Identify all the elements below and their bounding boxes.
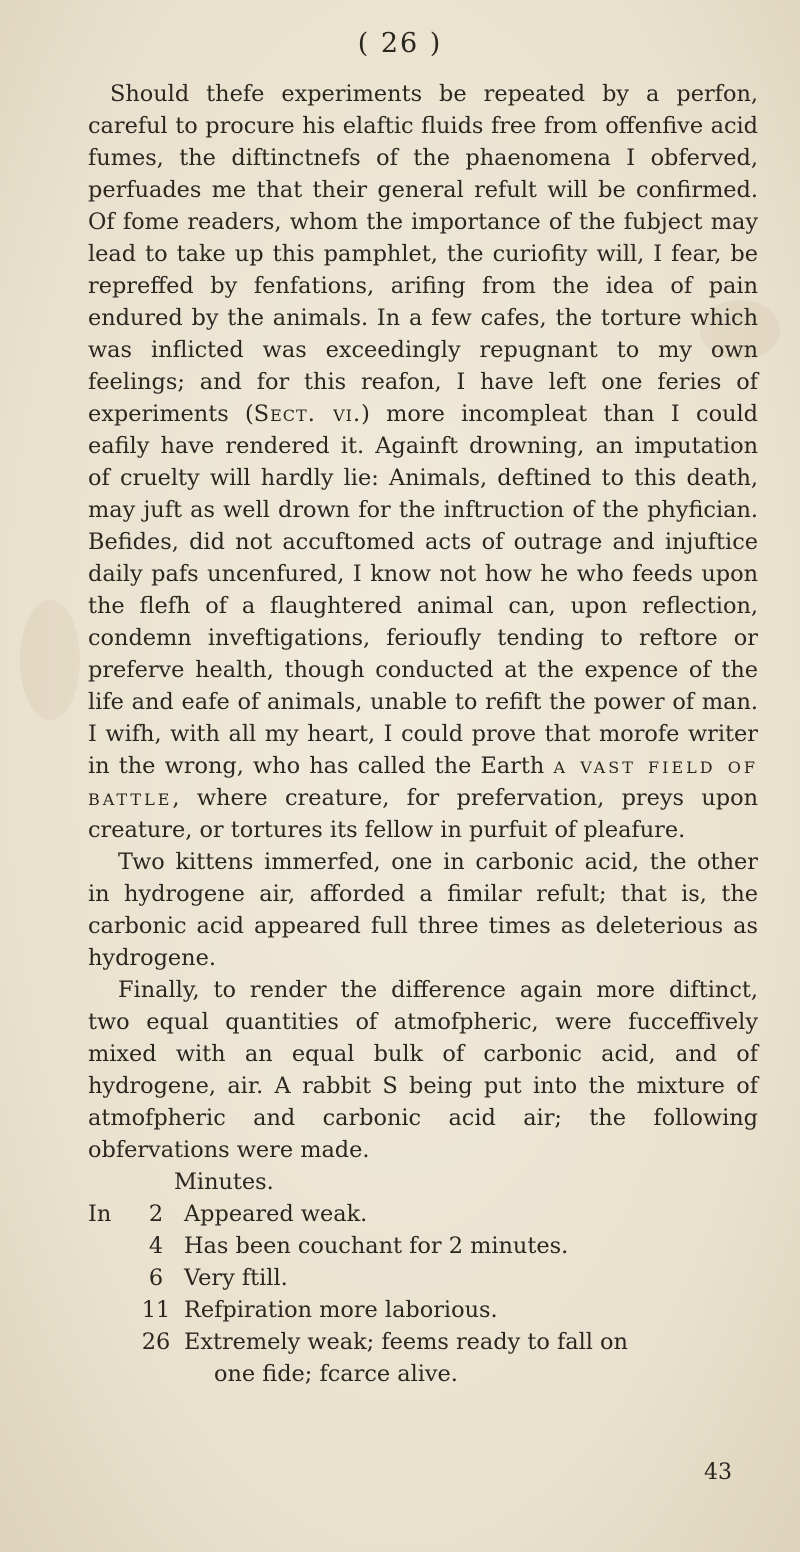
page-number: ( 26 ) <box>357 28 443 59</box>
observation-text: Extremely weak; feems ready to fall on <box>184 1329 628 1355</box>
paragraph: Finally, to render the difference again more diftinct, two equal quantities of atmofpheric, were fucceffively mixed with an equal bulk of carbonic acid, and of hydrogene, air. A rabbit S being put into the mixture of atmofpheric and carbonic acid air; the following obfervations were made. <box>88 977 758 1163</box>
observation-row <box>88 1198 758 1230</box>
body-text <box>88 78 758 1390</box>
observation-row <box>88 1326 758 1358</box>
observation-lead: In <box>88 1201 112 1227</box>
observation-continuation: one fide; fcarce alive. <box>214 1361 458 1387</box>
observation-minute: 26 <box>141 1329 171 1355</box>
paragraph: Two kittens immerfed, one in carbonic acid, the other in hydrogene air, afforded a fimilar refult; that is, the carbonic acid appeared full three times as deleterious as hydrogene. <box>88 849 758 971</box>
paragraph-text: ) more incompleat than I could eafily have rendered it. Againft drowning, an imputation of cruelty will hardly lie: Animals, deftined to this death, may juft as well drown for the inftruction of the phyfician. Befides, did not accuftomed acts of outrage and injuftice daily pafs uncenfured, I know not how he who feeds upon the flefh of a flaughtered animal can, upon reflection, condemn inveftigations, ferioufly tending to reftore or preferve health, though conducted at the expence of the life and eafe of animals, unable to refift the power of man. I wifh, with all my heart, I could prove that morofe writer in the wrong, who has called the Earth <box>88 401 758 779</box>
observation-text: Has been couchant for 2 minutes. <box>184 1233 569 1259</box>
catchword: 43 <box>704 1460 732 1485</box>
minutes-header: Minutes. <box>174 1169 274 1195</box>
observation-text: Appeared weak. <box>184 1201 368 1227</box>
observation-minute: 4 <box>148 1233 164 1259</box>
observation-row <box>88 1230 758 1262</box>
observation-row <box>88 1262 758 1294</box>
observation-table <box>88 1166 758 1390</box>
observation-text: Very ftill. <box>184 1265 288 1291</box>
paragraph-text: Should thefe experiments be repeated by a perfon, careful to procure his elaftic fluids free from offenfive acid fumes, the diftinctnefs of the phaenomena I obferved, perfuades me that their general refult will be confirmed. Of fome readers, whom the importance of the fubject may lead to take up this pamphlet, the curiofity will, I fear, be repreffed by fenfations, arifing from the idea of pain endured by the animals. In a few cafes, the torture which was inflicted was exceedingly repugnant to my own feelings; and for this reafon, I have left one feries of experiments ( <box>88 81 758 427</box>
paragraph-text: , where creature, for prefervation, preys upon creature, or tortures its fellow in purfuit of pleafure. <box>88 785 758 843</box>
observation-minute: 6 <box>148 1265 164 1291</box>
observation-text: Refpiration more laborious. <box>184 1297 498 1323</box>
observation-minute: 11 <box>141 1297 171 1323</box>
paragraph <box>88 78 758 846</box>
quoted-phrase: a vast field of battle <box>88 753 758 811</box>
observation-row <box>88 1294 758 1326</box>
section-reference: Sect. vi. <box>253 401 362 427</box>
observation-minute: 2 <box>148 1201 164 1227</box>
paper-stain <box>20 600 80 720</box>
